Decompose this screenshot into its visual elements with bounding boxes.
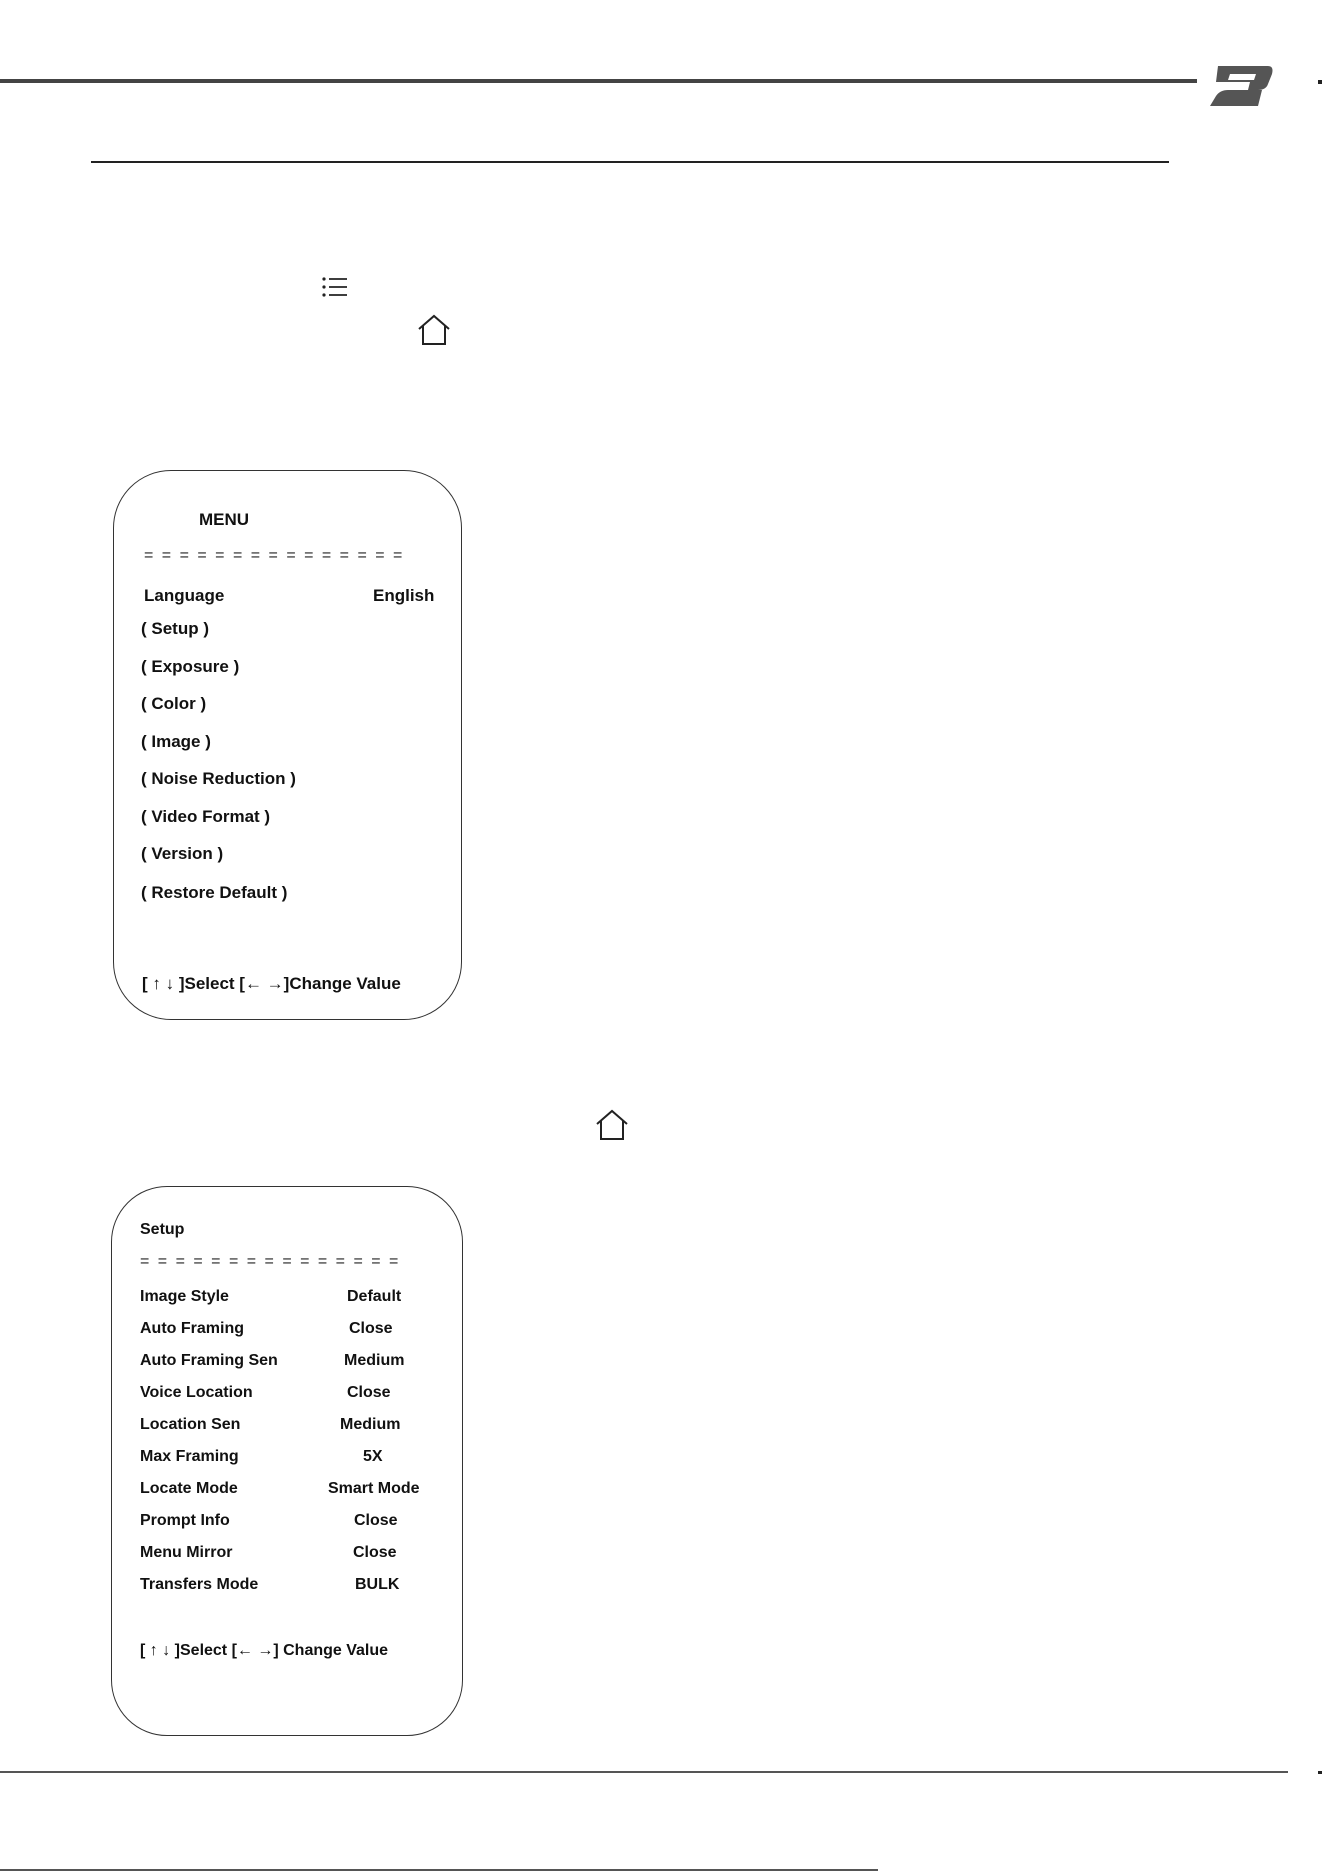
setup-row-value: Default xyxy=(347,1288,402,1305)
setup-row-value: Close xyxy=(349,1320,393,1337)
setup-row-label: Locate Mode xyxy=(140,1480,238,1497)
setup-row-label: Transfers Mode xyxy=(140,1576,259,1593)
menu-osd-panel xyxy=(113,470,462,1020)
setup-divider: = = = = = = = = = = = = = = = xyxy=(140,1253,401,1270)
setup-row-value: 5X xyxy=(363,1448,383,1465)
setup-row-label: Menu Mirror xyxy=(140,1544,233,1561)
bottom-edge-rule xyxy=(0,1869,878,1871)
setup-row-label: Location Sen xyxy=(140,1416,241,1433)
menu-item-noise-reduction: ( Noise Reduction ) xyxy=(141,769,296,788)
header-top-rule xyxy=(0,79,1197,83)
page-edge-mark xyxy=(1318,1771,1322,1774)
menu-item-setup: ( Setup ) xyxy=(141,619,209,638)
menu-list-icon xyxy=(321,275,349,299)
setup-row-label: Auto Framing xyxy=(140,1320,244,1337)
menu-item-image: ( Image ) xyxy=(141,732,211,751)
setup-row-label: Image Style xyxy=(140,1288,229,1305)
setup-row-label: Prompt Info xyxy=(140,1512,230,1529)
setup-row-value: Close xyxy=(353,1544,397,1561)
home-icon xyxy=(593,1108,631,1142)
menu-item-color: ( Color ) xyxy=(141,694,207,713)
setup-row-value: Close xyxy=(347,1384,391,1401)
setup-row-label: Voice Location xyxy=(140,1384,253,1401)
setup-row-label: Auto Framing Sen xyxy=(140,1352,278,1369)
setup-row-label: Max Framing xyxy=(140,1448,239,1465)
header-sub-rule xyxy=(91,161,1169,163)
setup-row-value: Smart Mode xyxy=(328,1480,420,1497)
menu-item-exposure: ( Exposure ) xyxy=(141,657,240,676)
page-edge-mark xyxy=(1318,80,1322,84)
setup-row-value: Medium xyxy=(344,1352,405,1369)
bzbgear-logo-icon xyxy=(1206,60,1276,112)
setup-row-value: Close xyxy=(354,1512,398,1529)
menu-language-label: Language xyxy=(144,586,225,605)
menu-language-value: English xyxy=(373,586,435,605)
setup-title: Setup xyxy=(140,1221,185,1238)
setup-footer-hint: [ ↑ ↓ ]Select [← →] Change Value xyxy=(140,1642,389,1659)
home-icon xyxy=(415,313,453,347)
menu-item-video-format: ( Video Format ) xyxy=(141,807,271,826)
setup-osd-panel xyxy=(111,1186,463,1736)
menu-footer-hint: [ ↑ ↓ ]Select [← →]Change Value xyxy=(142,974,401,993)
setup-row-value: BULK xyxy=(355,1576,400,1593)
setup-row-value: Medium xyxy=(340,1416,401,1433)
menu-divider: = = = = = = = = = = = = = = = xyxy=(144,547,405,564)
menu-item-restore-default: ( Restore Default ) xyxy=(141,883,288,902)
footer-rule xyxy=(0,1771,1288,1773)
menu-item-version: ( Version ) xyxy=(141,844,224,863)
menu-title: MENU xyxy=(199,510,250,529)
